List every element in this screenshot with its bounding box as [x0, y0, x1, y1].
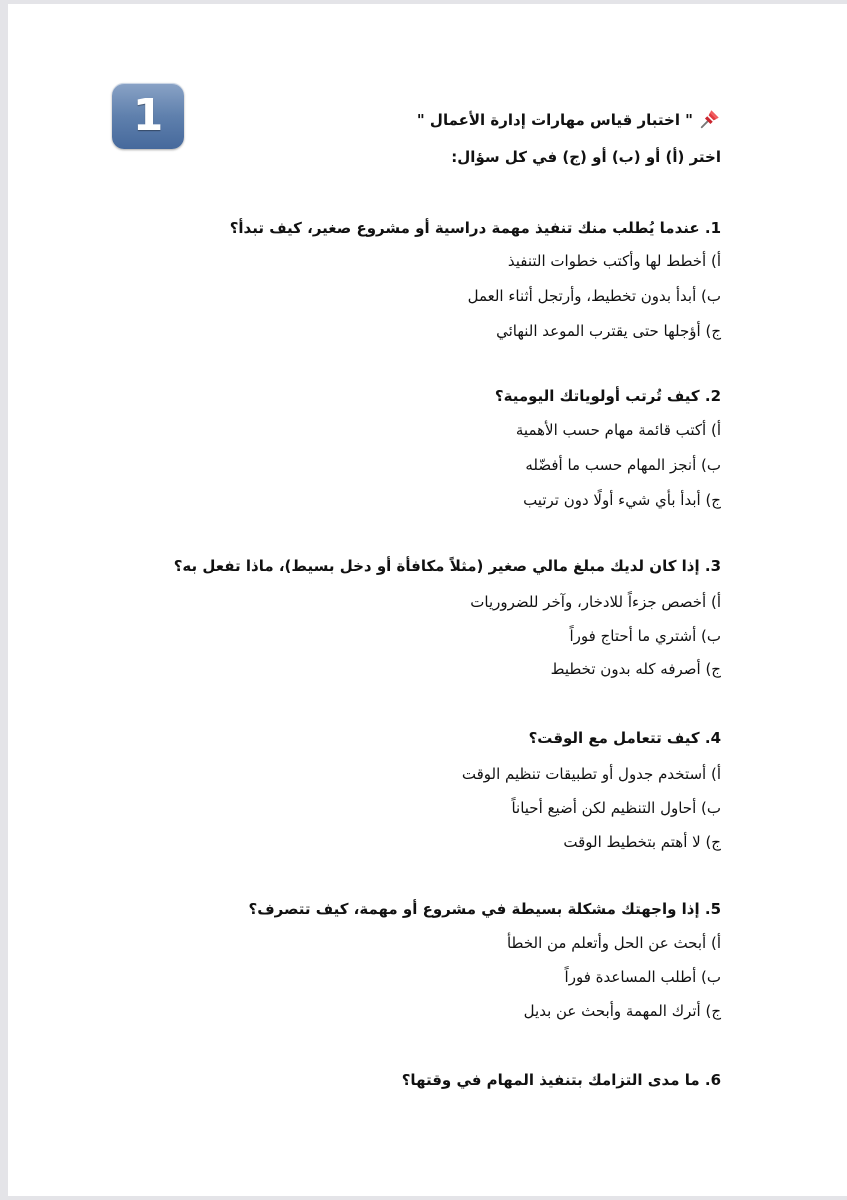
page-number: 1	[132, 90, 164, 141]
page-number-badge	[112, 83, 184, 149]
question-4-option-c: ج) لا أهتم بتخطيط الوقت	[563, 833, 721, 851]
question-3-option-a: أ) أخصص جزءاً للادخار، وآخر للضروريات	[470, 593, 721, 611]
pushpin-icon	[699, 108, 721, 130]
question-3-option-b: ب) أشتري ما أحتاج فوراً	[569, 627, 721, 645]
question-1-option-c: ج) أؤجلها حتى يقترب الموعد النهائي	[496, 322, 721, 340]
question-1-option-b: ب) أبدأ بدون تخطيط، وأرتجل أثناء العمل	[467, 287, 721, 305]
question-2-option-b: ب) أنجز المهام حسب ما أفضّله	[525, 456, 721, 474]
question-1: 1. عندما يُطلب منك تنفيذ مهمة دراسية أو مشروع صغير، كيف تبدأ؟	[229, 219, 721, 237]
document-page	[8, 4, 847, 1196]
question-5-option-b: ب) أطلب المساعدة فوراً	[564, 968, 721, 986]
question-3: 3. إذا كان لديك مبلغ مالي صغير (مثلاً مكافأة أو دخل بسيط)، ماذا تفعل به؟	[173, 557, 721, 575]
question-5-option-a: أ) أبحث عن الحل وأتعلم من الخطأ	[506, 934, 721, 952]
page-title: " اختبار قياس مهارات إدارة الأعمال "	[416, 111, 693, 129]
question-1-option-a: أ) أخطط لها وأكتب خطوات التنفيذ	[507, 252, 721, 270]
question-3-option-c: ج) أصرفه كله بدون تخطيط	[550, 660, 721, 678]
instructions: اختر (أ) أو (ب) أو (ج) في كل سؤال:	[451, 148, 721, 166]
question-5: 5. إذا واجهتك مشكلة بسيطة في مشروع أو مهمة، كيف تتصرف؟	[248, 900, 721, 918]
question-2-option-c: ج) أبدأ بأي شيء أولًا دون ترتيب	[523, 491, 721, 509]
question-4-option-b: ب) أحاول التنظيم لكن أضيع أحياناً	[511, 799, 721, 817]
question-2: 2. كيف تُرتب أولوياتك اليومية؟	[494, 387, 721, 405]
question-4-option-a: أ) أستخدم جدول أو تطبيقات تنظيم الوقت	[461, 765, 721, 783]
question-2-option-a: أ) أكتب قائمة مهام حسب الأهمية	[515, 421, 721, 439]
question-6: 6. ما مدى التزامك بتنفيذ المهام في وقتها؟	[401, 1071, 721, 1089]
question-5-option-c: ج) أترك المهمة وأبحث عن بديل	[523, 1002, 721, 1020]
question-4: 4. كيف تتعامل مع الوقت؟	[528, 729, 721, 747]
